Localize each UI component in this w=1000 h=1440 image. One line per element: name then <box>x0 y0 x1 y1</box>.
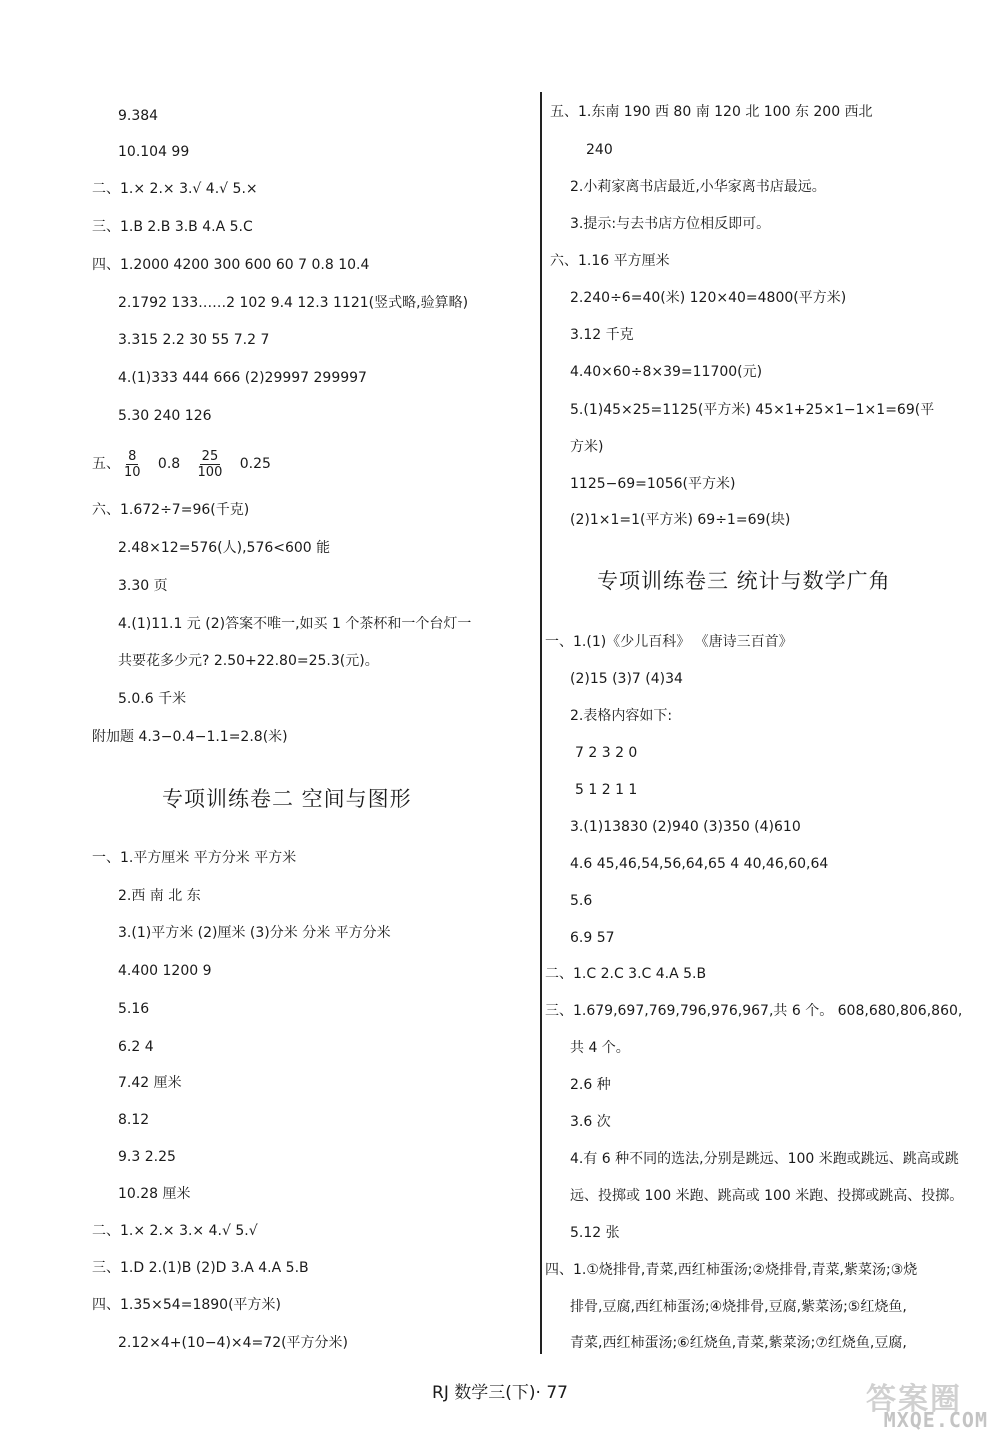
answer-line: 4.400 1200 9 <box>118 963 212 979</box>
watermark-logo: 答案圈 <box>866 1382 962 1417</box>
answer-line: 四、1.2000 4200 300 600 60 7 0.8 10.4 <box>92 257 370 273</box>
answer-line: 2.西 南 北 东 <box>118 888 201 904</box>
answer-line: 4.40×60÷8×39=11700(元) <box>570 364 763 380</box>
answer-line: 5.6 <box>570 893 593 909</box>
answer-line: 青菜,西红柿蛋汤;⑥红烧鱼,青菜,紫菜汤;⑦红烧鱼,豆腐, <box>570 1335 907 1351</box>
answer-line: 3.30 页 <box>118 578 168 594</box>
answer-line: 六、1.16 平方厘米 <box>550 253 670 269</box>
answer-line: (2)15 (3)7 (4)34 <box>570 671 683 687</box>
fraction-answer-line <box>92 446 271 482</box>
answer-line: 共要花多少元? 2.50+22.80=25.3(元)。 <box>118 653 379 669</box>
answer-line: 5.(1)45×25=1125(平方米) 45×1+25×1−1×1=69(平 <box>570 402 935 418</box>
answer-line: 五、1.东南 190 西 80 南 120 北 100 东 200 西北 <box>550 104 873 120</box>
answer-line: 3.(1)平方米 (2)厘米 (3)分米 分米 平方分米 <box>118 925 391 941</box>
answer-line: 方米) <box>570 439 604 455</box>
answer-line: 排骨,豆腐,西红柿蛋汤;④烧排骨,豆腐,紫菜汤;⑤红烧鱼, <box>570 1299 907 1315</box>
answer-line: 三、1.B 2.B 3.B 4.A 5.C <box>92 219 253 235</box>
answer-line: 四、1.35×54=1890(平方米) <box>92 1297 281 1313</box>
answer-line: 5.0.6 千米 <box>118 691 187 707</box>
watermark <box>802 1374 992 1436</box>
fraction <box>122 449 143 480</box>
answer-line: 2.小莉家离书店最近,小华家离书店最远。 <box>570 179 826 195</box>
answer-line: 六、1.672÷7=96(千克) <box>92 502 250 518</box>
answer-line: 240 <box>586 142 613 158</box>
answer-line: 10.104 99 <box>118 144 190 160</box>
table-row: 7 2 3 2 0 <box>575 745 638 761</box>
answer-line: 3.6 次 <box>570 1114 611 1130</box>
answer-line: 4.(1)11.1 元 (2)答案不唯一,如买 1 个茶杯和一个台灯一 <box>118 616 472 632</box>
section-heading: 专项训练卷三 统计与数学广角 <box>597 569 891 593</box>
answer-line: (2)1×1=1(平方米) 69÷1=69(块) <box>570 512 791 528</box>
fraction-numerator: 8 <box>128 448 137 464</box>
answer-line: 10.28 厘米 <box>118 1186 191 1202</box>
answer-line: 2.1792 133……2 102 9.4 12.3 1121(竖式略,验算略) <box>118 295 469 311</box>
decimal-value: 0.25 <box>239 456 271 472</box>
answer-line: 2.48×12=576(人),576<600 能 <box>118 540 331 556</box>
fraction-denominator: 10 <box>124 464 141 480</box>
answer-line: 四、1.①烧排骨,青菜,西红柿蛋汤;②烧排骨,青菜,紫菜汤;③烧 <box>545 1262 918 1278</box>
answer-line: 5.16 <box>118 1001 150 1017</box>
answer-line: 附加题 4.3−0.4−1.1=2.8(米) <box>92 729 288 745</box>
answer-line: 4.6 45,46,54,56,64,65 4 40,46,60,64 <box>570 856 829 872</box>
answer-line: 三、1.679,697,769,796,976,967,共 6 个。 608,680,806,860, <box>545 1003 963 1019</box>
answer-line: 一、1.平方厘米 平方分米 平方米 <box>92 850 297 866</box>
answer-line: 6.9 57 <box>570 930 615 946</box>
column-divider <box>540 92 542 1354</box>
answer-line: 3.12 千克 <box>570 327 634 343</box>
answer-line: 一、1.(1)《少儿百科》 《唐诗三百首》 <box>545 634 793 650</box>
answer-line: 9.384 <box>118 108 159 124</box>
answer-line: 1125−69=1056(平方米) <box>570 476 736 492</box>
answer-line: 6.2 4 <box>118 1039 154 1055</box>
answer-line: 3.提示:与去书店方位相反即可。 <box>570 216 771 232</box>
answer-line: 7.42 厘米 <box>118 1075 182 1091</box>
fraction-numerator: 25 <box>201 448 219 464</box>
answer-line: 9.3 2.25 <box>118 1149 176 1165</box>
answer-line: 2.240÷6=40(米) 120×40=4800(平方米) <box>570 290 847 306</box>
page-footer: RJ 数学三(下)· 77 <box>432 1383 568 1403</box>
answer-line: 2.12×4+(10−4)×4=72(平方分米) <box>118 1335 349 1351</box>
fraction <box>196 449 225 480</box>
answer-line: 共 4 个。 <box>570 1040 630 1056</box>
answer-line: 4.有 6 种不同的选法,分别是跳远、100 米跑或跳远、跳高或跳 <box>570 1151 959 1167</box>
fraction-denominator: 100 <box>197 464 223 480</box>
answer-line: 5.12 张 <box>570 1225 620 1241</box>
watermark-site: MXQE.COM <box>883 1408 988 1432</box>
answer-line: 2.6 种 <box>570 1077 611 1093</box>
section-prefix: 五、 <box>92 456 120 472</box>
table-row: 5 1 2 1 1 <box>575 782 638 798</box>
decimal-value: 0.8 <box>157 456 181 472</box>
answer-line: 二、1.× 2.× 3.× 4.√ 5.√ <box>92 1223 258 1239</box>
answer-line: 8.12 <box>118 1112 150 1128</box>
answer-line: 3.(1)13830 (2)940 (3)350 (4)610 <box>570 819 801 835</box>
answer-line: 二、1.C 2.C 3.C 4.A 5.B <box>545 966 707 982</box>
answer-line: 5.30 240 126 <box>118 408 212 424</box>
answer-line: 三、1.D 2.(1)B (2)D 3.A 4.A 5.B <box>92 1260 309 1276</box>
answer-line: 远、投掷或 100 米跑、跳高或 100 米跑、投掷或跳高、投掷。 <box>570 1188 964 1204</box>
section-heading: 专项训练卷二 空间与图形 <box>162 787 412 811</box>
answer-line: 2.表格内容如下: <box>570 708 673 724</box>
answer-line: 3.315 2.2 30 55 7.2 7 <box>118 332 270 348</box>
answer-line: 4.(1)333 444 666 (2)29997 299997 <box>118 370 367 386</box>
answer-line: 二、1.× 2.× 3.√ 4.√ 5.× <box>92 181 258 197</box>
